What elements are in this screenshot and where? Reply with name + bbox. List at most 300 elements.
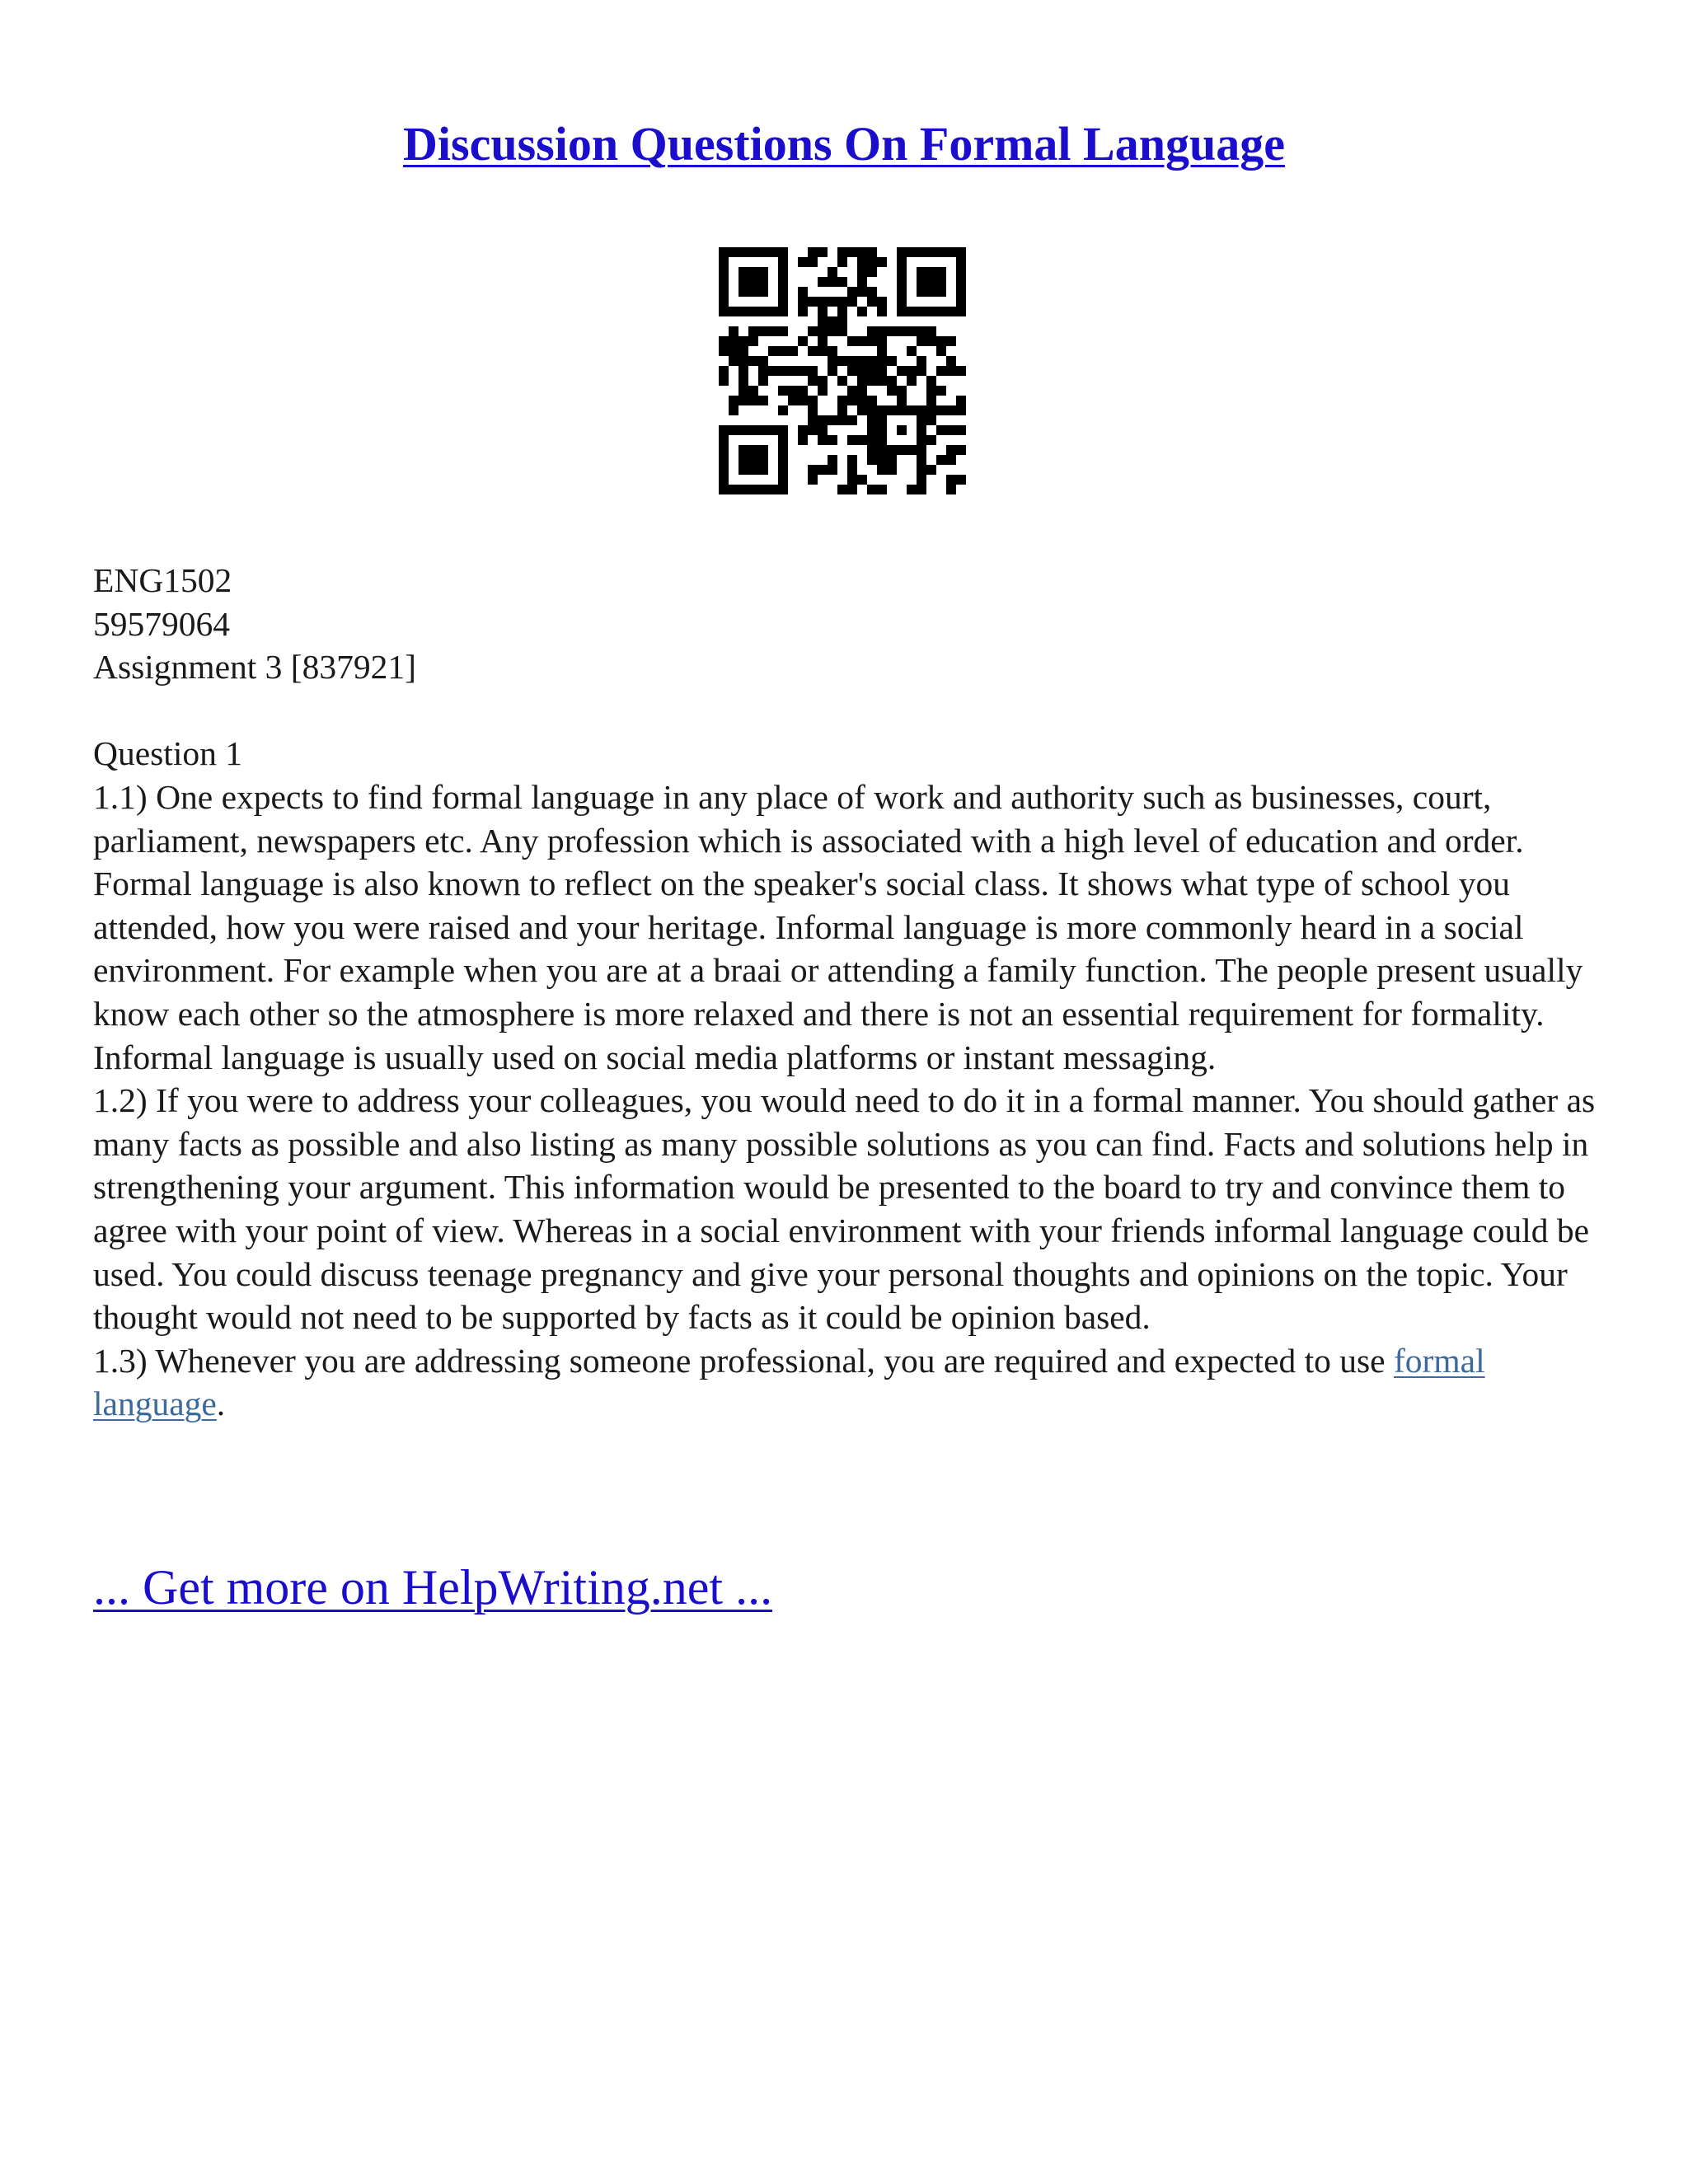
qr-module xyxy=(857,336,867,346)
qr-module xyxy=(847,336,857,346)
qr-module xyxy=(808,257,818,267)
qr-module xyxy=(936,405,946,415)
qr-module xyxy=(837,485,847,494)
qr-module xyxy=(877,435,887,445)
qr-module xyxy=(917,326,926,336)
qr-module xyxy=(778,287,788,297)
qr-module xyxy=(897,267,907,277)
answer-1-3-text: 1.3) Whenever you are addressing someone professional, you are required and expected to use xyxy=(93,1341,1394,1380)
qr-module xyxy=(956,297,966,307)
qr-module xyxy=(729,346,738,356)
qr-module xyxy=(857,307,867,316)
qr-module xyxy=(897,386,907,396)
qr-module xyxy=(778,485,788,494)
qr-module xyxy=(788,386,798,396)
qr-module xyxy=(719,336,729,346)
qr-module xyxy=(847,396,857,405)
qr-module xyxy=(877,376,887,386)
qr-module xyxy=(828,435,837,445)
qr-module xyxy=(808,366,818,376)
qr-module xyxy=(956,277,966,287)
qr-module xyxy=(729,425,738,435)
qr-module xyxy=(719,247,729,257)
qr-module xyxy=(857,257,867,267)
qr-module xyxy=(926,336,936,346)
qr-module xyxy=(847,386,857,396)
qr-module xyxy=(729,396,738,405)
qr-module xyxy=(758,485,768,494)
qr-module xyxy=(867,267,877,277)
qr-module xyxy=(748,277,758,287)
qr-module xyxy=(897,277,907,287)
student-number: 59579064 xyxy=(93,604,230,643)
qr-module xyxy=(748,247,758,257)
qr-module xyxy=(847,356,857,366)
qr-module xyxy=(748,485,758,494)
qr-module xyxy=(956,405,966,415)
qr-module xyxy=(828,455,837,465)
qr-module xyxy=(897,405,907,415)
qr-module xyxy=(897,307,907,316)
qr-module xyxy=(926,277,936,287)
qr-module xyxy=(897,257,907,267)
qr-module xyxy=(778,277,788,287)
qr-module xyxy=(907,405,917,415)
qr-module xyxy=(867,485,877,494)
qr-module xyxy=(857,277,867,287)
qr-module xyxy=(738,277,748,287)
qr-module xyxy=(719,376,729,386)
qr-module xyxy=(818,415,828,425)
qr-module xyxy=(818,465,828,475)
qr-module xyxy=(867,415,877,425)
qr-module xyxy=(907,247,917,257)
qr-module xyxy=(847,247,857,257)
qr-module xyxy=(897,445,907,455)
qr-module xyxy=(719,455,729,465)
qr-module xyxy=(946,336,956,346)
qr-module xyxy=(719,445,729,455)
qr-module xyxy=(877,336,887,346)
qr-module xyxy=(778,366,788,376)
qr-module xyxy=(768,366,778,376)
qr-module xyxy=(946,307,956,316)
qr-module xyxy=(818,386,828,396)
qr-module xyxy=(738,396,748,405)
qr-module xyxy=(808,376,818,386)
course-code: ENG1502 xyxy=(93,561,232,599)
qr-module xyxy=(738,445,748,455)
qr-module xyxy=(719,366,729,376)
qr-module xyxy=(818,326,828,336)
qr-module xyxy=(798,425,808,435)
qr-module xyxy=(887,326,897,336)
qr-module xyxy=(946,485,956,494)
qr-module xyxy=(828,415,837,425)
qr-module xyxy=(917,435,926,445)
qr-module xyxy=(936,267,946,277)
qr-module xyxy=(729,336,738,346)
qr-module xyxy=(917,247,926,257)
qr-module xyxy=(887,455,897,465)
qr-module xyxy=(729,247,738,257)
qr-module xyxy=(907,376,917,386)
qr-module xyxy=(867,425,877,435)
qr-module xyxy=(867,435,877,445)
qr-module xyxy=(719,297,729,307)
qr-module xyxy=(738,307,748,316)
qr-module xyxy=(837,405,847,415)
qr-module xyxy=(917,445,926,455)
qr-module xyxy=(778,386,788,396)
qr-module xyxy=(867,396,877,405)
qr-module xyxy=(738,386,748,396)
qr-module xyxy=(936,277,946,287)
qr-module xyxy=(748,356,758,366)
qr-module xyxy=(758,247,768,257)
qr-module xyxy=(847,455,857,465)
qr-module xyxy=(887,445,897,455)
qr-module xyxy=(926,247,936,257)
qr-module xyxy=(877,326,887,336)
qr-module xyxy=(748,465,758,475)
qr-module xyxy=(748,396,758,405)
qr-module xyxy=(729,356,738,366)
qr-module xyxy=(837,247,847,257)
qr-module xyxy=(758,267,768,277)
qr-module xyxy=(837,297,847,307)
qr-module xyxy=(847,485,857,494)
qr-module xyxy=(818,297,828,307)
qr-module xyxy=(857,396,867,405)
qr-module xyxy=(828,316,837,326)
qr-module xyxy=(828,297,837,307)
qr-module xyxy=(936,425,946,435)
qr-module xyxy=(847,415,857,425)
qr-module xyxy=(738,287,748,297)
qr-module xyxy=(847,366,857,376)
qr-module xyxy=(758,396,768,405)
qr-module xyxy=(748,287,758,297)
qr-module xyxy=(778,455,788,465)
qr-module xyxy=(917,475,926,485)
qr-module xyxy=(837,277,847,287)
qr-module xyxy=(857,356,867,366)
qr-module xyxy=(917,307,926,316)
qr-module xyxy=(808,247,818,257)
qr-module xyxy=(956,445,966,455)
qr-module xyxy=(778,267,788,277)
qr-module xyxy=(798,396,808,405)
qr-module xyxy=(887,386,897,396)
qr-module xyxy=(798,386,808,396)
answer-1-1: 1.1) One expects to find formal language in any place of work and authority such as businesses, court, parliament, newspapers etc. Any profession which is associated with a high level of education and order. Formal language is also known to reflect on the speaker's social class. It shows what type of school you attended, how you were raised and your heritage. Informal language is more commonly heard in a social environment. For example when you are at a braai or attending a family function. The people present usually know each other so the atmosphere is more relaxed and there is not an essential requirement for formality. Informal language is usually used on social media platforms or instant messaging. xyxy=(93,777,1583,1076)
qr-module xyxy=(946,425,956,435)
qr-module xyxy=(857,435,867,445)
qr-module xyxy=(936,366,946,376)
title-link[interactable]: Discussion Questions On Formal Language xyxy=(403,117,1285,171)
qr-module xyxy=(917,336,926,346)
qr-module xyxy=(748,326,758,336)
qr-module xyxy=(719,475,729,485)
qr-module xyxy=(926,267,936,277)
qr-module xyxy=(887,405,897,415)
qr-module xyxy=(808,405,818,415)
qr-module xyxy=(748,455,758,465)
get-more-link[interactable]: ... Get more on HelpWriting.net ... xyxy=(93,1560,773,1615)
qr-module xyxy=(778,405,788,415)
qr-module xyxy=(857,386,867,396)
qr-module xyxy=(857,287,867,297)
qr-module xyxy=(926,405,936,415)
qr-module xyxy=(828,267,837,277)
qr-module xyxy=(917,277,926,287)
qr-module xyxy=(837,376,847,386)
qr-module xyxy=(917,405,926,415)
qr-module xyxy=(758,287,768,297)
qr-module xyxy=(956,425,966,435)
qr-module xyxy=(738,465,748,475)
qr-module xyxy=(828,326,837,336)
document-title xyxy=(0,115,1688,173)
qr-module xyxy=(907,366,917,376)
qr-module xyxy=(857,405,867,415)
qr-module xyxy=(837,257,847,267)
qr-module xyxy=(808,425,818,435)
qr-module xyxy=(867,336,877,346)
qr-module xyxy=(738,376,748,386)
qr-module xyxy=(788,396,798,405)
qr-module xyxy=(867,326,877,336)
qr-module xyxy=(719,346,729,356)
qr-module xyxy=(758,455,768,465)
qr-module xyxy=(867,366,877,376)
qr-module xyxy=(897,297,907,307)
qr-module xyxy=(917,267,926,277)
qr-module xyxy=(768,307,778,316)
qr-code-icon xyxy=(719,247,966,494)
qr-module xyxy=(917,415,926,425)
qr-module xyxy=(818,316,828,326)
qr-module xyxy=(778,346,788,356)
qr-module xyxy=(788,346,798,356)
qr-module xyxy=(907,485,917,494)
qr-module xyxy=(768,326,778,336)
qr-module xyxy=(847,287,857,297)
qr-module xyxy=(748,445,758,455)
qr-module xyxy=(729,307,738,316)
qr-module xyxy=(719,465,729,475)
qr-module xyxy=(748,267,758,277)
qr-module xyxy=(808,415,818,425)
qr-module xyxy=(818,425,828,435)
qr-module xyxy=(926,307,936,316)
qr-module xyxy=(956,396,966,405)
qr-module xyxy=(778,475,788,485)
qr-module xyxy=(956,307,966,316)
qr-module xyxy=(877,465,887,475)
document-body xyxy=(93,559,1601,1426)
qr-module xyxy=(828,465,837,475)
qr-module xyxy=(917,287,926,297)
qr-module xyxy=(946,445,956,455)
qr-module xyxy=(828,366,837,376)
qr-module xyxy=(818,376,828,386)
qr-module xyxy=(877,366,887,376)
get-more-section xyxy=(93,1558,772,1617)
formal-language-link[interactable]: formal language xyxy=(93,1341,1485,1423)
qr-module xyxy=(729,405,738,415)
qr-module xyxy=(926,376,936,386)
qr-module xyxy=(877,425,887,435)
qr-module xyxy=(818,277,828,287)
qr-module xyxy=(798,336,808,346)
qr-module xyxy=(877,346,887,356)
qr-module xyxy=(748,307,758,316)
qr-module xyxy=(837,307,847,316)
qr-module xyxy=(758,307,768,316)
qr-module xyxy=(837,316,847,326)
qr-module xyxy=(798,257,808,267)
qr-module xyxy=(808,465,818,475)
qr-module xyxy=(936,336,946,346)
qr-module xyxy=(956,366,966,376)
qr-module xyxy=(936,455,946,465)
qr-module xyxy=(857,376,867,386)
qr-module xyxy=(758,425,768,435)
qr-module xyxy=(778,326,788,336)
qr-module xyxy=(936,307,946,316)
qr-module xyxy=(778,257,788,267)
answer-1-3-suffix: . xyxy=(216,1385,226,1423)
qr-module xyxy=(719,287,729,297)
question-heading: Question 1 xyxy=(93,734,242,773)
qr-module xyxy=(887,356,897,366)
qr-module xyxy=(867,247,877,257)
qr-module xyxy=(798,366,808,376)
qr-module xyxy=(818,336,828,346)
qr-module xyxy=(936,287,946,297)
qr-module xyxy=(907,307,917,316)
qr-module xyxy=(867,356,877,366)
qr-module xyxy=(847,435,857,445)
qr-module xyxy=(768,247,778,257)
qr-module xyxy=(828,277,837,287)
qr-module xyxy=(719,425,729,435)
qr-module xyxy=(758,366,768,376)
qr-module xyxy=(719,257,729,267)
qr-module xyxy=(719,485,729,494)
qr-module xyxy=(897,425,907,435)
qr-module xyxy=(738,356,748,366)
qr-module xyxy=(808,396,818,405)
qr-module xyxy=(936,346,946,356)
qr-module xyxy=(758,376,768,386)
qr-module xyxy=(818,247,828,257)
qr-module xyxy=(917,425,926,435)
qr-module xyxy=(738,336,748,346)
qr-module xyxy=(877,257,887,267)
qr-module xyxy=(738,455,748,465)
qr-module xyxy=(758,277,768,287)
qr-module xyxy=(719,277,729,287)
qr-module xyxy=(798,435,808,445)
qr-module xyxy=(867,287,877,297)
qr-module xyxy=(867,257,877,267)
qr-module xyxy=(778,435,788,445)
qr-module xyxy=(758,445,768,455)
qr-module xyxy=(907,445,917,455)
qr-module xyxy=(768,425,778,435)
qr-module xyxy=(917,366,926,376)
qr-module xyxy=(877,405,887,415)
qr-module xyxy=(926,287,936,297)
qr-module xyxy=(887,376,897,386)
qr-module xyxy=(808,326,818,336)
qr-module xyxy=(867,455,877,465)
qr-module xyxy=(877,415,887,425)
answer-1-2: 1.2) If you were to address your colleagues, you would need to do it in a formal manner. You should gather as many facts as possible and also listing as many possible solutions as you can find. Facts and solutions help in strengthening your argument. This information would be presented to the board to try and convince them to agree with your point of view. Whereas in a social environment with your friends informal language could be used. You could discuss teenage pregnancy and give your personal thoughts and opinions on the topic. Your thought would not need to be supported by facts as it could be opinion based. xyxy=(93,1081,1596,1337)
qr-module xyxy=(738,247,748,257)
assignment-label: Assignment 3 [837921] xyxy=(93,648,416,687)
qr-module xyxy=(748,336,758,346)
qr-module xyxy=(897,396,907,405)
qr-module xyxy=(917,465,926,475)
qr-module xyxy=(758,465,768,475)
qr-module xyxy=(956,287,966,297)
qr-module xyxy=(936,386,946,396)
qr-module xyxy=(926,415,936,425)
qr-module xyxy=(719,267,729,277)
answer-1-3 xyxy=(93,1339,1601,1426)
qr-module xyxy=(946,356,956,366)
qr-module xyxy=(857,267,867,277)
qr-module xyxy=(847,465,857,475)
qr-module xyxy=(788,366,798,376)
qr-module xyxy=(808,346,818,356)
qr-module xyxy=(758,326,768,336)
qr-module xyxy=(778,297,788,307)
qr-module xyxy=(917,455,926,465)
blank-line xyxy=(93,689,1601,733)
qr-module xyxy=(956,475,966,485)
qr-module xyxy=(926,435,936,445)
qr-module xyxy=(857,366,867,376)
qr-module xyxy=(897,247,907,257)
qr-module xyxy=(926,386,936,396)
qr-module xyxy=(857,247,867,257)
qr-module xyxy=(917,485,926,494)
qr-module xyxy=(768,346,778,356)
qr-module xyxy=(956,247,966,257)
qr-module xyxy=(748,386,758,396)
qr-module xyxy=(877,307,887,316)
qr-module xyxy=(926,326,936,336)
qr-module xyxy=(738,485,748,494)
qr-module xyxy=(907,346,917,356)
qr-module xyxy=(828,356,837,366)
qr-module xyxy=(867,297,877,307)
qr-module xyxy=(956,267,966,277)
qr-module xyxy=(768,485,778,494)
qr-module xyxy=(719,435,729,445)
qr-module xyxy=(738,425,748,435)
qr-module xyxy=(729,485,738,494)
qr-module xyxy=(778,445,788,455)
qr-module xyxy=(738,346,748,356)
qr-module xyxy=(917,356,926,366)
qr-module xyxy=(867,376,877,386)
